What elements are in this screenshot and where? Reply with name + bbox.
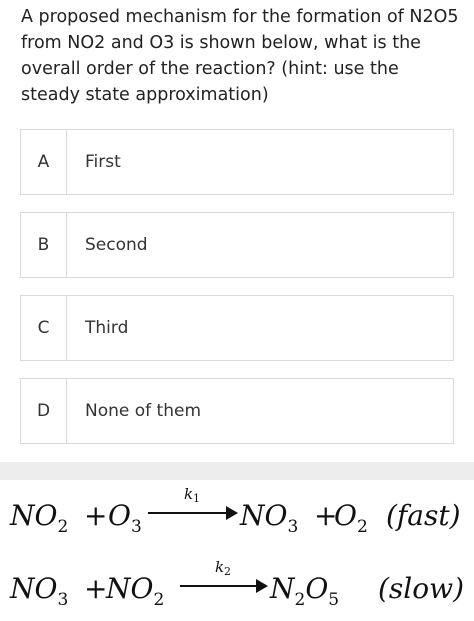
- step1-speed: (fast): [386, 499, 461, 532]
- answer-options: [20, 129, 454, 461]
- step2-reactant-2: $NO_2$: [106, 572, 165, 610]
- step1-reactant-1: $NO_2$: [10, 499, 69, 537]
- option-label: None of them: [85, 401, 202, 421]
- option-label: Second: [85, 235, 148, 255]
- arrow-head-icon: [226, 506, 238, 520]
- mechanism-step-2: [8, 558, 468, 612]
- option-letter: D: [21, 379, 67, 443]
- step1-reactant-2: $O_3$: [108, 499, 142, 537]
- question-text: A proposed mechanism for the formation of N2O5 from NO2 and O3 is shown below, what is the overall order of the reaction? (hint: use the steady state approximation): [21, 7, 459, 105]
- plus-sign: +: [84, 572, 108, 605]
- step1-product-1: $NO_3$: [240, 499, 299, 537]
- option-label: Third: [85, 318, 129, 338]
- arrow-head-icon: [256, 579, 268, 593]
- section-divider: [0, 462, 474, 480]
- option-c[interactable]: [20, 295, 454, 361]
- option-label: First: [85, 152, 121, 172]
- option-a[interactable]: [20, 129, 454, 195]
- option-d[interactable]: [20, 378, 454, 444]
- plus-sign: +: [84, 499, 108, 532]
- plus-sign: +: [314, 499, 338, 532]
- step2-reactant-1: $NO_3$: [10, 572, 69, 610]
- option-b[interactable]: [20, 212, 454, 278]
- step2-speed: (slow): [378, 572, 464, 605]
- option-letter: C: [21, 296, 67, 360]
- step1-product-2: $O_2$: [334, 499, 368, 537]
- mechanism-step-1: [8, 485, 468, 539]
- option-letter: B: [21, 213, 67, 277]
- step2-product: $N_2O_5$: [270, 572, 340, 610]
- option-letter: A: [21, 130, 67, 194]
- rate-constant-k1: $k_1$: [183, 485, 201, 505]
- rate-constant-k2: $k_2$: [214, 558, 232, 578]
